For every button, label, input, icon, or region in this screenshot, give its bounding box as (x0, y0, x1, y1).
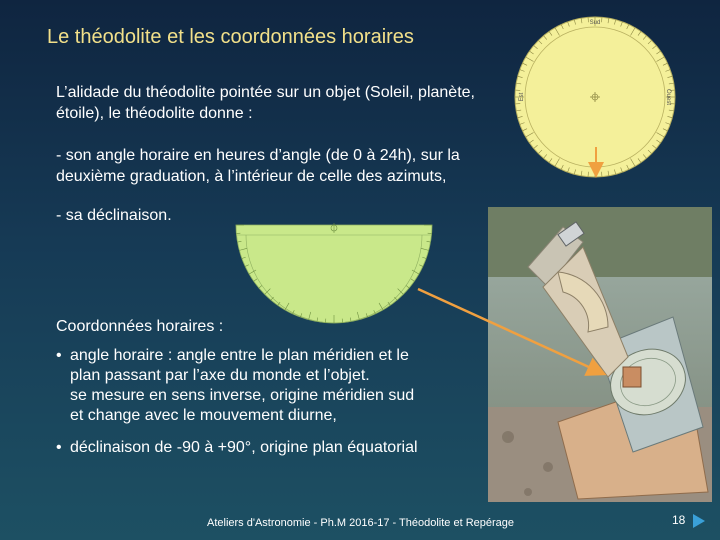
bullet-line: plan passant par l’axe du monde et l’objet. (70, 367, 370, 384)
protractor-figure (234, 213, 434, 327)
angle-item-term: angle horaire (96, 147, 190, 164)
slide-title: Le théodolite et les coordonnées horaires (47, 26, 414, 48)
disc-label-left: Est (519, 92, 525, 102)
next-slide-icon[interactable] (693, 514, 705, 528)
bullet-hour-angle (56, 346, 486, 426)
section-heading: Coordonnées horaires : (56, 318, 224, 335)
slide-footer: Ateliers d'Astronomie - Ph.M 2016-17 - Théodolite et Repérage (207, 517, 515, 529)
theodolite-photo (488, 207, 712, 502)
bullet-marker: • (56, 439, 62, 456)
bullet-marker: • (56, 347, 62, 364)
disc-label-right: Ouest (665, 88, 671, 106)
bullet-line: déclinaison de -90 à +90°, origine plan équatorial (70, 439, 418, 456)
declination-item (56, 205, 172, 226)
decl-item-prefix: - sa (56, 207, 88, 224)
disc-label-top: Sud (589, 20, 601, 26)
intro-text: L’alidade du théodolite pointée sur un objet (Soleil, planète, étoile), le théodolite donne : (56, 84, 475, 122)
bullet-line: angle horaire : angle entre le plan méridien et le (70, 347, 409, 364)
angle-item-suffix: en heures d’angle (de 0 à 24h), sur la deuxième graduation, à l’intérieur de celle des azimuts, (56, 147, 460, 185)
coordinates-bullet-list (56, 346, 486, 470)
angle-item (56, 145, 526, 187)
decl-item-term: déclinaison (87, 207, 168, 224)
bullet-declination (56, 438, 486, 458)
bullet-line: se mesure en sens inverse, origine méridien sud (70, 387, 415, 404)
graduated-disc-figure (512, 14, 678, 180)
page-number: 18 (672, 513, 686, 527)
angle-item-prefix: - son (56, 147, 97, 164)
decl-item-suffix: . (167, 207, 172, 224)
bullet-line: et change avec le mouvement diurne, (70, 407, 337, 424)
